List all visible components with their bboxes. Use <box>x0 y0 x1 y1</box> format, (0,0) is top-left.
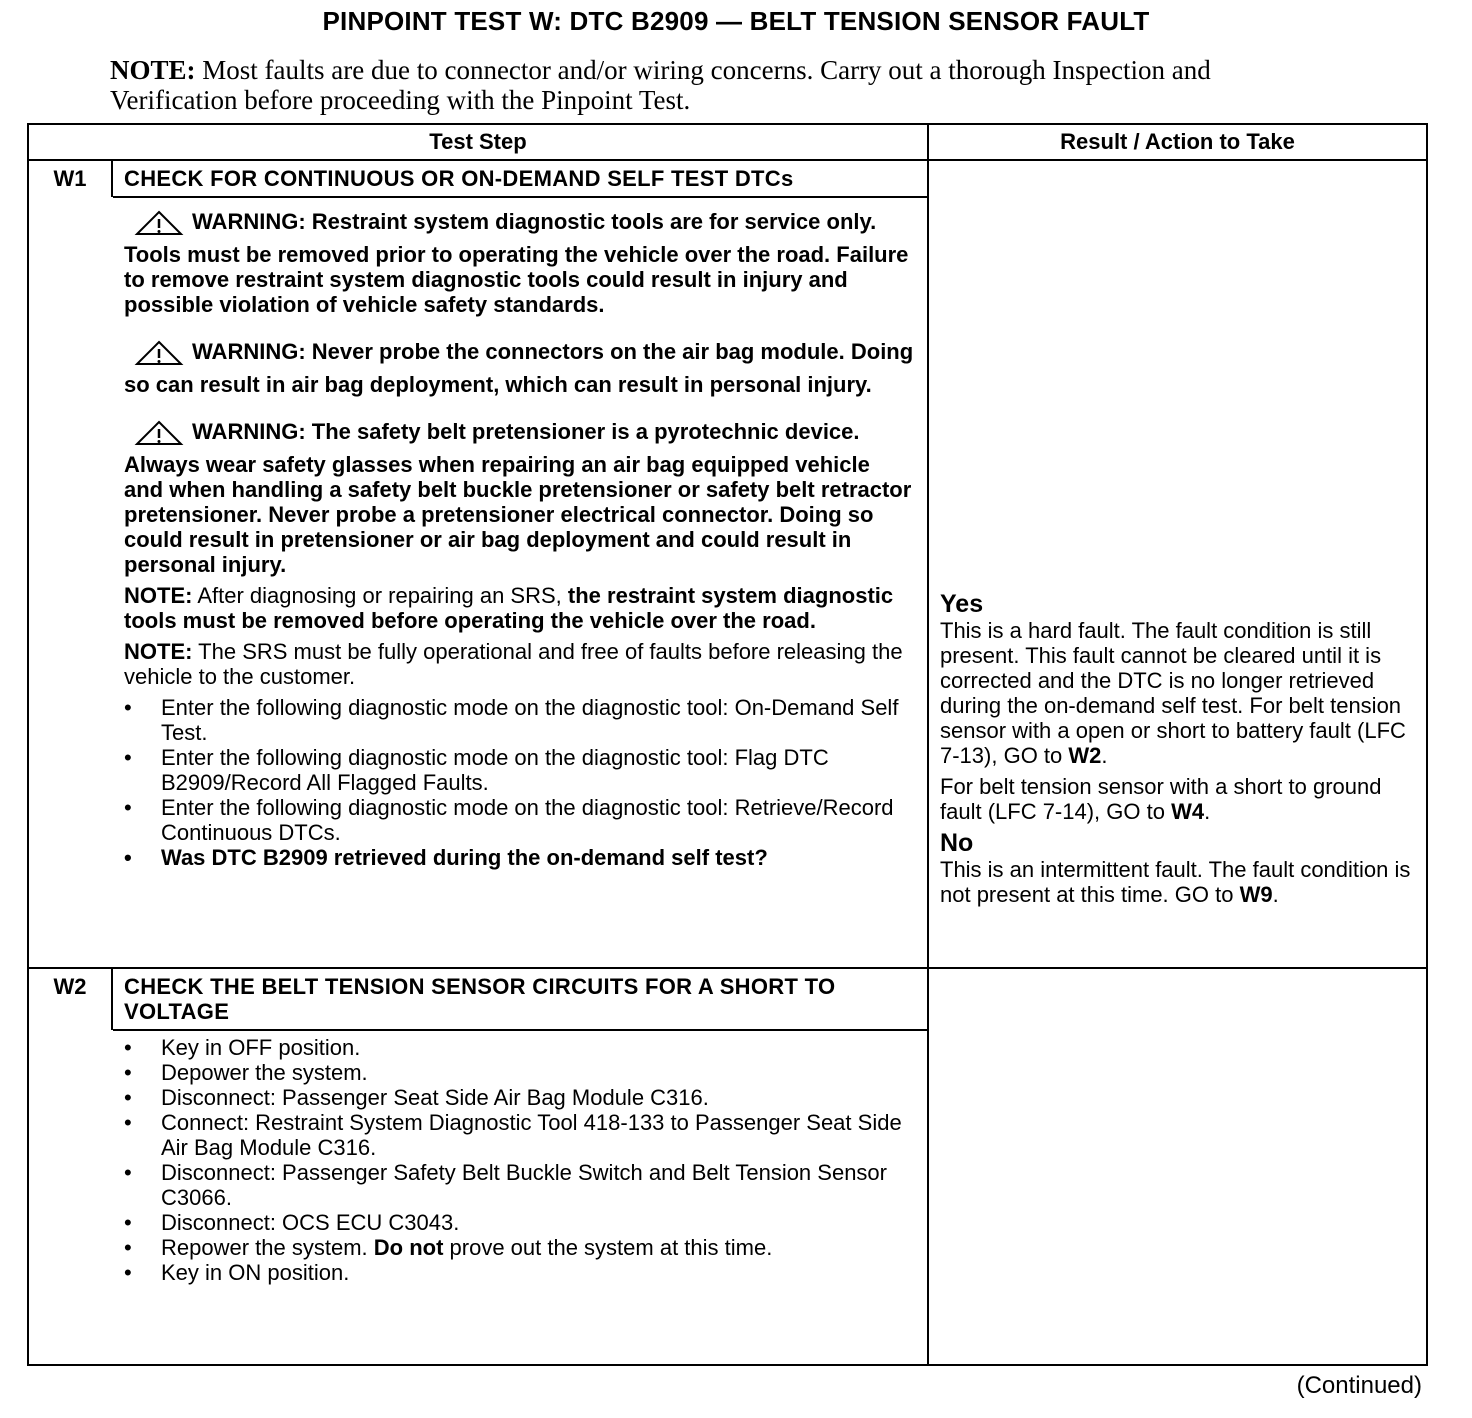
list-item: • Disconnect: OCS ECU C3043. <box>124 1210 914 1235</box>
header-test-step: Test Step <box>429 129 527 154</box>
w1-heading-divider <box>113 196 927 198</box>
warning-triangle-icon <box>134 209 184 242</box>
result-yes-body: This is a hard fault. The fault condition is still present. This fault cannot be cleared until it is corrected and the DTC is no longer retrieved during the on-demand self test. For belt tension sensor with a open or short to battery fault (LFC 7-13), GO to <box>940 618 1406 768</box>
result-yes-text: This is a hard fault. The fault condition is still present. This fault cannot be cleared until it is corrected and the DTC is no longer retrieved during the on-demand self test. For belt tension sensor with a open or short to battery fault (LFC 7-13), GO to W2. <box>940 618 1406 768</box>
step-heading-w2: CHECK THE BELT TENSION SENSOR CIRCUITS FOR A SHORT TO VOLTAGE <box>124 974 836 1024</box>
note-label: NOTE: <box>124 639 193 664</box>
w2-body <box>124 1035 914 1285</box>
step-id-w1: W1 <box>53 166 87 191</box>
result-no-text: This is an intermittent fault. The fault condition is not present at this time. GO to W9. <box>940 857 1411 907</box>
warning-triangle-icon <box>134 339 184 372</box>
warning-3 <box>124 419 914 577</box>
warning-text: : Restraint system diagnostic tools are for service only. Tools must be removed prior to operating the vehicle over the road. Failure to remove restraint system diagnostic tools could result in injury and possible violation of vehicle safety standards. <box>124 209 909 317</box>
list-item: • Enter the following diagnostic mode on the diagnostic tool: Retrieve/Record Continuous DTCs. <box>124 795 914 845</box>
note-label: NOTE: <box>124 583 193 608</box>
warning-label: WARNING <box>192 209 299 234</box>
list-item: • Enter the following diagnostic mode on the diagnostic tool: On-Demand Self Test. <box>124 695 914 745</box>
w1-w2-divider <box>29 967 1426 969</box>
top-note <box>110 55 1310 115</box>
list-item: • Key in OFF position. <box>124 1035 914 1060</box>
warning-text: : The safety belt pretensioner is a pyrotechnic device. Always wear safety glasses when repairing an air bag equipped vehicle and when handling a safety belt buckle pretensioner or safety belt retractor pretensioner. Never probe a pretensioner electrical connector. Doing so could result in pretensioner or air bag deployment and could result in personal injury. <box>124 419 912 577</box>
w1-result <box>940 591 1420 913</box>
repower-post: prove out the system at this time. <box>443 1235 773 1260</box>
warning-triangle-icon <box>134 419 184 452</box>
list-item: • Disconnect: Passenger Safety Belt Buckle Switch and Belt Tension Sensor C3066. <box>124 1160 914 1210</box>
top-note-label: NOTE: <box>110 55 196 85</box>
header-result: Result / Action to Take <box>1060 129 1295 154</box>
note-2 <box>124 639 914 689</box>
id-divider-w2 <box>111 968 113 1030</box>
page-title: PINPOINT TEST W: DTC B2909 — BELT TENSION SENSOR FAULT <box>322 6 1150 36</box>
warning-1 <box>124 209 914 317</box>
column-divider <box>927 125 929 1364</box>
w2-heading-divider <box>113 1029 927 1031</box>
result-no-label: No <box>940 829 974 857</box>
header-divider <box>29 159 1426 161</box>
result-yes-body-2: For belt tension sensor with a short to ground fault (LFC 7-14), GO to <box>940 774 1382 824</box>
w1-body <box>124 209 914 870</box>
list-item: • Disconnect: Passenger Seat Side Air Bag Module C316. <box>124 1085 914 1110</box>
step-id-w2: W2 <box>53 974 87 999</box>
warning-label: WARNING <box>192 419 299 444</box>
repower-pre: Repower the system. <box>161 1235 374 1260</box>
note-plain: The SRS must be fully operational and free of faults before releasing the vehicle to the customer. <box>124 639 903 689</box>
pinpoint-table <box>27 123 1428 1366</box>
goto-w4-link[interactable]: W4 <box>1171 799 1205 824</box>
warning-2 <box>124 339 914 397</box>
goto-w9-link[interactable]: W9 <box>1239 882 1273 907</box>
warning-text: : Never probe the connectors on the air bag module. Doing so can result in air bag deployment, which can result in personal injury. <box>124 339 914 397</box>
list-item-question: • Was DTC B2909 retrieved during the on-demand self test? <box>124 845 914 870</box>
result-yes-text-2: For belt tension sensor with a short to ground fault (LFC 7-14), GO to W4. <box>940 774 1382 824</box>
top-note-text: Most faults are due to connector and/or wiring concerns. Carry out a thorough Inspection and Verification before proceeding with the Pinpoint Test. <box>110 55 1211 115</box>
list-item: • Enter the following diagnostic mode on the diagnostic tool: Flag DTC B2909/Record All Flagged Faults. <box>124 745 914 795</box>
note-bold: the restraint system diagnostic tools must be removed before operating the vehicle over the road. <box>124 583 894 633</box>
step-heading-w1: CHECK FOR CONTINUOUS OR ON-DEMAND SELF TEST DTCs <box>124 166 794 191</box>
warning-label: WARNING <box>192 339 299 364</box>
repower-bold: Do not <box>373 1235 444 1260</box>
list-item: • Depower the system. <box>124 1060 914 1085</box>
id-divider-w1 <box>111 160 113 197</box>
w1-bullet-list <box>124 695 914 870</box>
goto-w2-link[interactable]: W2 <box>1068 743 1102 768</box>
note-1 <box>124 583 914 633</box>
list-item: • Key in ON position. <box>124 1260 914 1285</box>
list-item-repower <box>124 1235 914 1260</box>
result-no-body: This is an intermittent fault. The fault condition is not present at this time. GO to <box>940 857 1411 907</box>
w2-bullet-list <box>124 1035 914 1285</box>
list-item: • Connect: Restraint System Diagnostic Tool 418-133 to Passenger Seat Side Air Bag Module C316. <box>124 1110 914 1160</box>
note-plain: After diagnosing or repairing an SRS, <box>192 583 568 608</box>
result-yes-label: Yes <box>940 590 984 618</box>
continued-label: (Continued) <box>1296 1372 1422 1399</box>
